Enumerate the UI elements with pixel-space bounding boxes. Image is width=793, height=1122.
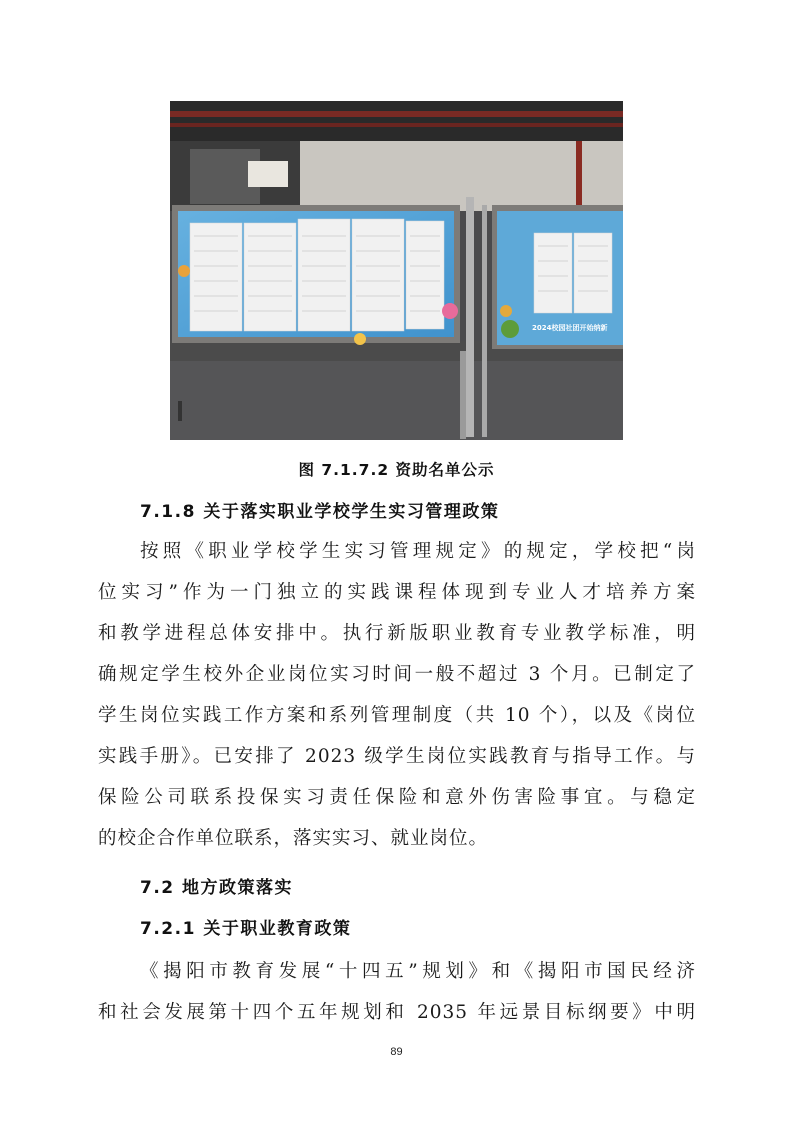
section-heading-7-1-8: 7.1.8 关于落实职业学校学生实习管理政策: [140, 502, 500, 522]
paragraph-line: 保险公司联系投保实习责任保险和意外伤害险事宜。与稳定: [98, 787, 696, 808]
figure-caption: 图 7.1.7.2 资助名单公示: [298, 461, 495, 479]
board-banner-text: 2024校园社团开始纳新: [532, 324, 608, 332]
bulletin-board-photo: [170, 101, 623, 440]
page-number: 89: [390, 1046, 403, 1058]
section-heading-7-2-1: 7.2.1 关于职业教育政策: [140, 919, 352, 939]
paragraph-line: 和教学进程总体安排中。执行新版职业教育专业教学标准，明: [98, 623, 696, 644]
paragraph-line: 位实习”作为一门独立的实践课程体现到专业人才培养方案: [98, 582, 696, 603]
paragraph-line: 确规定学生校外企业岗位实习时间一般不超过 3 个月。已制定了: [98, 664, 696, 685]
paragraph-line: 《揭阳市教育发展“十四五”规划》和《揭阳市国民经济: [140, 961, 696, 982]
paragraph-line: 按照《职业学校学生实习管理规定》的规定，学校把“岗: [140, 541, 696, 562]
paragraph-line: 实践手册》。已安排了 2023 级学生岗位实践教育与指导工作。与: [98, 746, 696, 767]
section-heading-7-2: 7.2 地方政策落实: [140, 878, 294, 898]
paragraph-line: 学生岗位实践工作方案和系列管理制度（共 10 个），以及《岗位: [98, 705, 696, 726]
paragraph-line: 的校企合作单位联系，落实实习、就业岗位。: [98, 828, 489, 849]
paragraph-line: 和社会发展第十四个五年规划和 2035 年远景目标纲要》中明: [98, 1002, 696, 1023]
